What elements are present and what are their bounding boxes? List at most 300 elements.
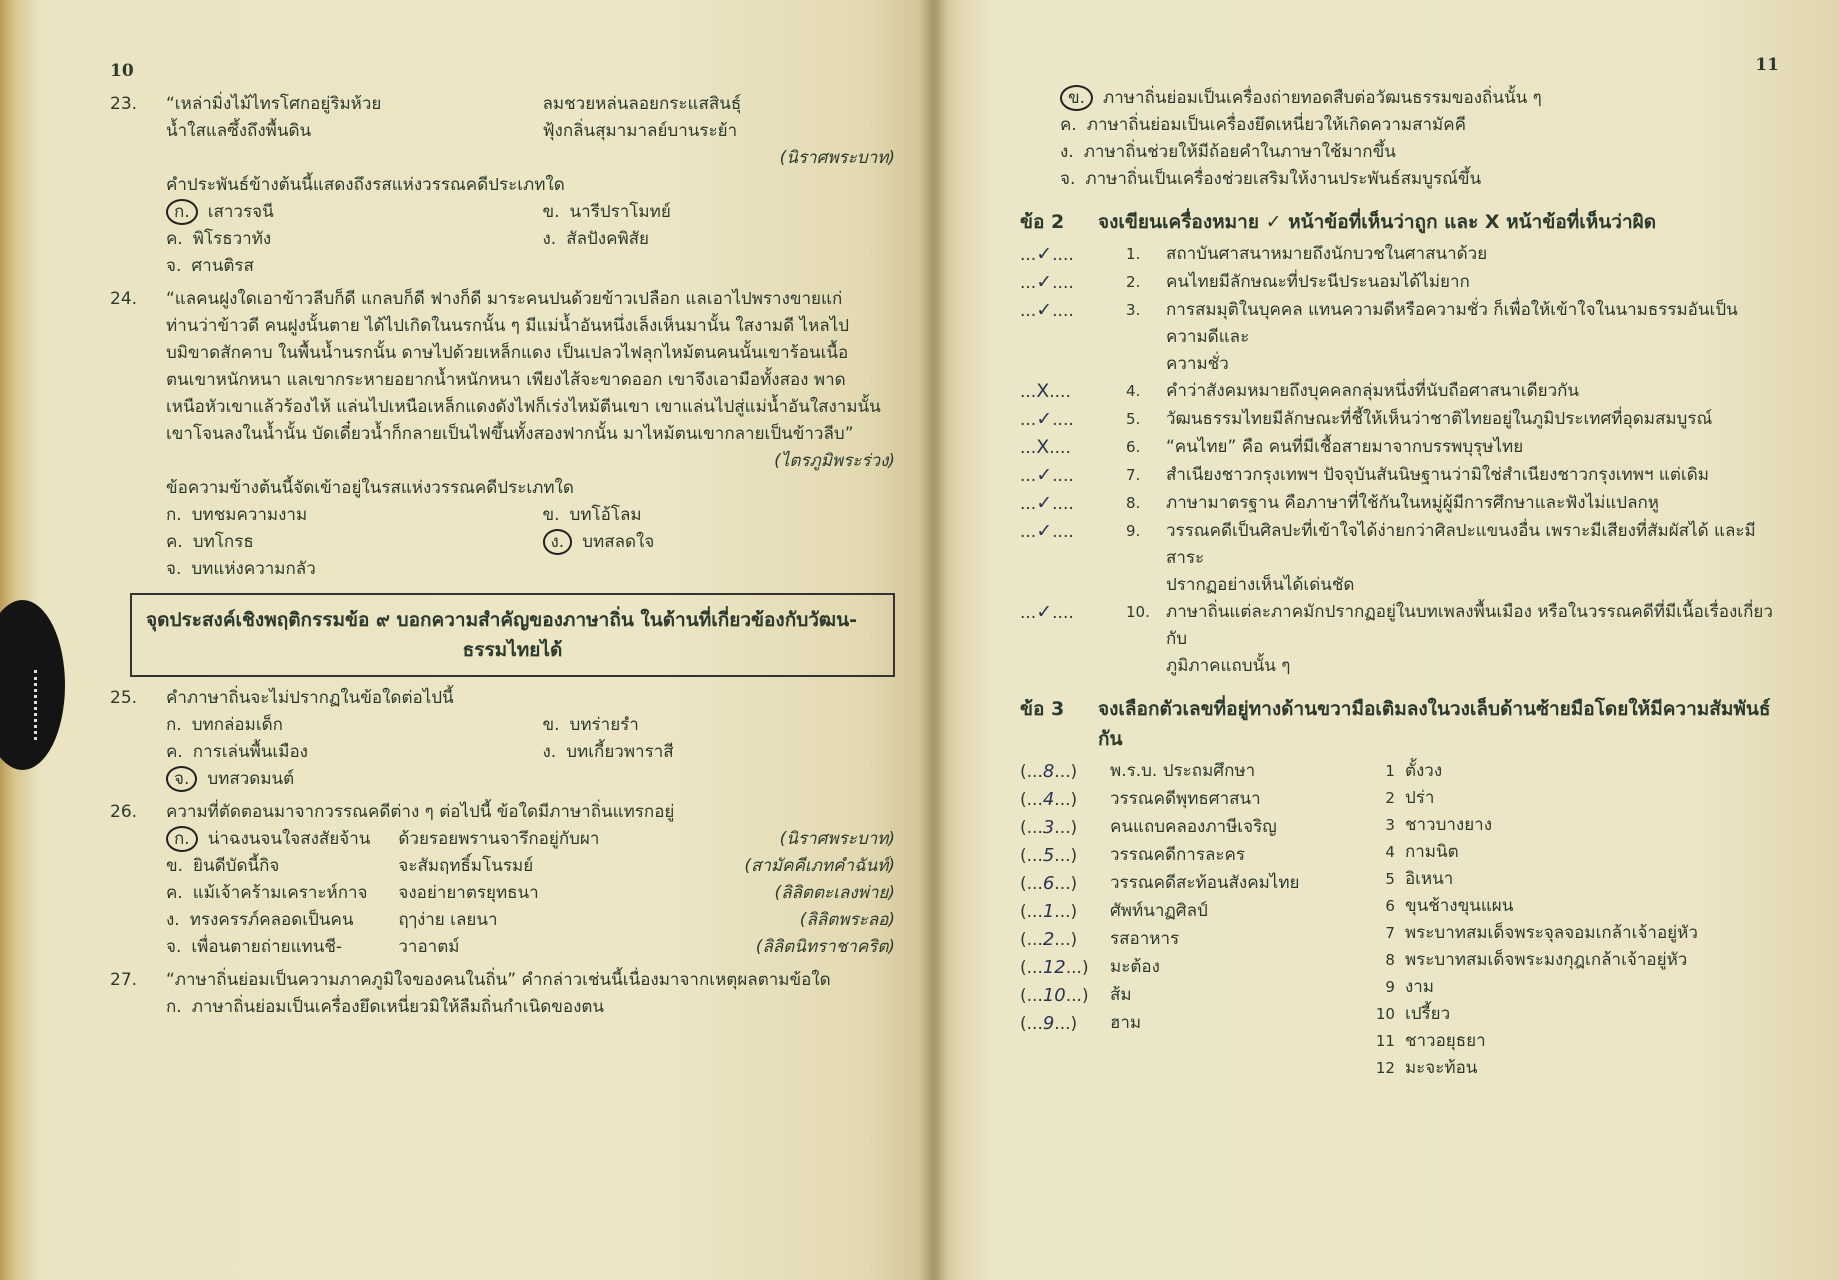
choice-row	[1367, 839, 1779, 866]
option-key: ค.	[1060, 115, 1077, 135]
option-key: ค.	[166, 883, 183, 903]
option	[1060, 85, 1779, 112]
option-text: บทแห่งความกลัว	[191, 559, 316, 579]
option-text: บทกล่อมเด็ก	[191, 715, 283, 735]
handwritten-answer: 12	[1042, 957, 1066, 978]
option-key: จ.	[1060, 169, 1076, 189]
choice-row	[1367, 785, 1779, 812]
option-text: แม้เจ้าคร้ามเคราะห์กาจ	[192, 883, 368, 903]
option-text: บทเกี้ยวพาราสี	[566, 742, 674, 762]
statement-number: 7.	[1126, 466, 1141, 484]
statement-text: สถาบันศาสนาหมายถึงนักบวชในศาสนาด้วย	[1166, 244, 1488, 264]
answer-blank-dots: ...	[1020, 438, 1037, 458]
bracket-close: ...)	[1065, 958, 1089, 978]
option	[543, 502, 896, 529]
option-text: บทโอ้โลม	[569, 505, 642, 525]
option	[1060, 139, 1779, 166]
matching-row	[1020, 982, 1337, 1010]
answer-blank-dots: ...	[1020, 410, 1037, 430]
option	[166, 994, 895, 1021]
statement-number: 9.	[1126, 522, 1141, 540]
choice-row	[1367, 758, 1779, 785]
statement-number: 10.	[1126, 603, 1150, 621]
section-instruction: จงเลือกตัวเลขที่อยู่ทางด้านขวามือเติมลงในวงเล็บด้านซ้ายมือโดยให้มีความสัมพันธ์กัน	[1098, 698, 1771, 750]
answer-mark-x: X	[1036, 380, 1050, 402]
option	[166, 199, 519, 226]
statement-text-block	[1166, 297, 1779, 378]
bracket-close: ...)	[1054, 762, 1078, 782]
answer-mark-check: ✓	[1036, 408, 1053, 430]
answer-mark-check: ✓	[1036, 492, 1053, 514]
matching-row	[1020, 926, 1337, 954]
bracket-open: (...	[1020, 874, 1043, 894]
choice-number: 6	[1385, 897, 1395, 915]
choice-row	[1367, 974, 1779, 1001]
verse	[166, 91, 895, 172]
answer-mark-check: ✓	[1036, 520, 1053, 542]
option-text: บทร่ายรำ	[569, 715, 639, 735]
option-text: บทโกรธ	[192, 532, 254, 552]
matching-term: ศัพท์นาฏศิลป์	[1110, 901, 1208, 921]
option-key: จ.	[166, 937, 182, 957]
statement-number: 8.	[1126, 494, 1141, 512]
answer-blank	[1020, 406, 1120, 434]
verse-line: ลมชวยหล่นลอยกระแสสินธุ์	[542, 94, 742, 114]
statement-text-block	[1166, 518, 1779, 599]
option	[1060, 166, 1779, 193]
passage-line: “แลคนฝูงใดเอาข้าวลีบก็ดี แกลบก็ดี ฟางก็ดี มาระคนปนด้วยข้าวเปลือก แลเอาไปพรางขายแก่	[166, 289, 843, 309]
section-label: ข้อ 3	[1020, 698, 1065, 720]
statement-text-block	[1166, 269, 1779, 297]
answer-blank-dots: ...	[1020, 273, 1037, 293]
passage	[166, 286, 895, 448]
answer-bracket	[1020, 898, 1104, 926]
option-text: ภาษาถิ่นย่อมเป็นเครื่องยึดเหนี่ยวให้เกิดความสามัคคี	[1086, 115, 1466, 135]
choice-text: ตั้งวง	[1404, 761, 1443, 781]
bracket-open: (...	[1020, 1014, 1043, 1034]
option-key: จ.	[166, 256, 182, 276]
choice-text: อิเหนา	[1404, 869, 1454, 889]
handwritten-answer: 6	[1042, 873, 1055, 894]
choice-text: ปร่า	[1404, 788, 1435, 808]
source-citation: (ลิลิตนิทราชาคริต)	[755, 937, 895, 957]
question-text: ข้อความข้างต้นนี้จัดเข้าอยู่ในรสแห่งวรรณคดีประเภทใด	[166, 478, 574, 498]
choice-text: พระบาทสมเด็จพระมงกุฎเกล้าเจ้าอยู่หัว	[1404, 950, 1688, 970]
answer-bracket	[1020, 982, 1104, 1010]
matching-row	[1020, 870, 1337, 898]
choice-row	[1367, 1055, 1779, 1082]
choice-row	[1367, 947, 1779, 974]
answer-blank-dots: ...	[1020, 301, 1037, 321]
option-list	[166, 502, 895, 583]
choice-row	[1367, 893, 1779, 920]
option-text: บทสลดใจ	[582, 532, 655, 552]
option-key: ค.	[166, 229, 183, 249]
bracket-open: (...	[1020, 902, 1043, 922]
answer-blank-dots: ...	[1020, 466, 1037, 486]
bracket-close: ...)	[1054, 790, 1078, 810]
statement-row	[1020, 269, 1779, 297]
matching-row	[1020, 954, 1337, 982]
answer-blank	[1020, 378, 1120, 406]
handwritten-answer: 3	[1042, 817, 1055, 838]
option-text-second-half: จงอย่ายาตรยุทธนา	[398, 883, 539, 903]
statement-row	[1020, 434, 1779, 462]
choice-row	[1367, 1001, 1779, 1028]
passage-line: บมิขาดสักคาบ ในพื้นน้ำนรกนั้น ดาษไปด้วยเหล็กแดง เป็นเปลวไฟลุกไหม้ตนคนนั้นเขาร้อนเนื้อ	[166, 343, 849, 363]
statement-text: ภาษามาตรฐาน คือภาษาที่ใช้กันในหมู่ผู้มีการศึกษาและฟังไม่แปลกหู	[1166, 493, 1659, 513]
statement-row	[1020, 490, 1779, 518]
option-text: ทรงครรภ์คลอดเป็นคน	[189, 910, 354, 930]
matching-row	[1020, 898, 1337, 926]
passage-line: เหนือหัวเขาแล้วร้องไห้ แล่นไปเหนือเหล็กแดงดังไฟก็เร่งไหม้ตีนเขา เขาแล่นไปสู่แม่น้ำอันใสงามนั้น	[166, 397, 881, 417]
objective-line: ธรรมไทยได้	[462, 639, 563, 661]
choice-number: 8	[1385, 951, 1395, 969]
verse-line: ฟุ้งกลิ่นสุมามาลย์บานระย้า	[542, 121, 738, 141]
statement-text: การสมมุติในบุคคล แทนความดีหรือความชั่ว ก็เพื่อให้เข้าใจในนามธรรมอันเป็นความดีและ	[1166, 300, 1738, 347]
matching-term: วรรณคดีพุทธศาสนา	[1110, 789, 1261, 809]
bracket-close: ...)	[1054, 874, 1078, 894]
option	[543, 199, 896, 226]
statement-text: สำเนียงชาวกรุงเทพฯ ปัจจุบันสันนิษฐานว่ามิใช่สำเนียงชาวกรุงเทพฯ แต่เดิม	[1166, 465, 1709, 485]
option-key: ง.	[542, 229, 557, 249]
verse-line: น้ำใสแลซึ้งถึงพื้นดิน	[166, 121, 312, 141]
choice-text: ขุนช้างขุนแผน	[1404, 896, 1514, 916]
choice-text: พระบาทสมเด็จพระจุลจอมเกล้าเจ้าอยู่หัว	[1404, 923, 1698, 943]
question-text: ความที่ตัดตอนมาจากวรรณคดีต่าง ๆ ต่อไปนี้ ข้อใดมีภาษาถิ่นแทรกอยู่	[166, 802, 675, 822]
answer-mark-check: ✓	[1036, 464, 1053, 486]
bracket-close: ...)	[1054, 846, 1078, 866]
answer-blank	[1020, 462, 1120, 490]
bracket-close: ...)	[1054, 930, 1078, 950]
option-text-second-half: ด้วยรอยพรานจารึกอยู่กับผา	[398, 829, 600, 849]
choice-number: 7	[1385, 924, 1395, 942]
section-3-heading	[1020, 694, 1779, 754]
option-text-second-half: จะสัมฤทธิ์มโนรมย์	[398, 856, 534, 876]
matching-term: รสอาหาร	[1110, 929, 1180, 949]
option-text: ภาษาถิ่นช่วยให้มีถ้อยคำในภาษาใช้มากขึ้น	[1083, 142, 1396, 162]
answer-blank	[1020, 490, 1120, 518]
option	[166, 907, 370, 934]
option-list	[166, 712, 895, 793]
answer-blank	[1020, 599, 1120, 680]
option	[166, 853, 370, 880]
option-list	[1060, 85, 1779, 193]
left-page-content	[110, 58, 895, 1021]
option	[166, 934, 370, 961]
answer-bracket	[1020, 926, 1104, 954]
option	[166, 712, 519, 739]
choice-row	[1367, 920, 1779, 947]
matching-row	[1020, 1010, 1337, 1038]
option-text: สัลปังคพิสัย	[566, 229, 650, 249]
section-2-heading	[1020, 207, 1779, 237]
passage-line: เขาโจนลงในน้ำนั้น บัดเดี๋ยวน้ำก็กลายเป็นไฟขึ้นทั้งสองฟากนั้น มาไหม้ตนเขากลายเป็นข้าวลีบ”	[166, 424, 854, 444]
answer-blank-dots: ....	[1052, 522, 1074, 542]
answer-bracket	[1020, 786, 1104, 814]
matching-left-list	[1020, 758, 1337, 1082]
option-list	[166, 826, 895, 961]
passage-line: ท่านว่าข้าวดี คนฝูงนั้นตาย ได้ไปเกิดในนรกนั้น ๆ มีแม่น้ำอันหนึ่งเล็งเห็นมานั้น ใสงามดี ไหลไป	[166, 316, 850, 336]
answer-blank-dots: ...	[1020, 522, 1037, 542]
choice-row	[1367, 812, 1779, 839]
matching-section	[1020, 758, 1779, 1082]
option-text: พิโรธวาทัง	[192, 229, 272, 249]
option-text: ศานติรส	[191, 256, 254, 276]
answer-bracket	[1020, 870, 1104, 898]
matching-row	[1020, 758, 1337, 786]
answer-blank-dots: ...	[1020, 494, 1037, 514]
choice-number: 10	[1375, 1005, 1395, 1023]
answer-blank	[1020, 434, 1120, 462]
choice-row	[1367, 1028, 1779, 1055]
option-key: ก.	[166, 505, 182, 525]
answer-bracket	[1020, 814, 1104, 842]
question-number: 23.	[110, 94, 138, 114]
option-key: ข.	[542, 505, 560, 525]
option-key: ง.	[1060, 142, 1074, 162]
option-key: ค.	[166, 742, 183, 762]
option-key: ง.	[166, 910, 180, 930]
source-citation: (ลิลิตพระลอ)	[799, 910, 895, 930]
statement-row	[1020, 297, 1779, 378]
answer-blank-dots: ....	[1052, 603, 1074, 623]
handwritten-answer: 9	[1042, 1013, 1055, 1034]
statement-number: 4.	[1126, 382, 1141, 400]
answer-blank-dots: ...	[1020, 245, 1037, 265]
option-key: ข.	[542, 715, 560, 735]
option	[166, 739, 519, 766]
question-27	[110, 967, 895, 994]
option	[166, 226, 519, 253]
handwritten-answer: 4	[1042, 789, 1055, 810]
option-text: เพื่อนตายถ่ายแทนชี-	[191, 937, 343, 957]
option	[166, 766, 519, 793]
statement-row	[1020, 406, 1779, 434]
statement-text: “คนไทย” คือ คนที่มีเชื้อสายมาจากบรรพบุรุษไทย	[1166, 437, 1524, 457]
page-number: 11	[1755, 55, 1779, 75]
source-citation: (ลิลิตตะเลงพ่าย)	[774, 883, 895, 903]
statement-text-block	[1166, 434, 1779, 462]
option	[166, 826, 370, 853]
option-text: นารีปราโมทย์	[569, 202, 671, 222]
question-number: 24.	[110, 289, 138, 309]
question-23	[110, 91, 895, 172]
answer-blank	[1020, 269, 1120, 297]
passage-line: ตนเขาหนักหนา แลเขากระหายอยากน้ำหนักหนา เพียงไส้จะขาดออก เขาจึงเอามือทั้งสอง พาด	[166, 370, 846, 390]
choice-text: ชาวอยุธยา	[1404, 1031, 1486, 1051]
matching-row	[1020, 786, 1337, 814]
section-instruction: จงเขียนเครื่องหมาย ✓ หน้าข้อที่เห็นว่าถูก และ X หน้าข้อที่เห็นว่าผิด	[1098, 211, 1657, 233]
option-text: ภาษาถิ่นเป็นเครื่องช่วยเสริมให้งานประพันธ์สมบูรณ์ขึ้น	[1085, 169, 1482, 189]
matching-right-list	[1367, 758, 1779, 1082]
objective-box	[130, 593, 895, 677]
answer-blank-dots: ....	[1052, 245, 1074, 265]
statement-text: ภาษาถิ่นแต่ละภาคมักปรากฏอยู่ในบทเพลงพื้นเมือง หรือในวรรณคดีที่มีเนื้อเรื่องเกี่ยวกับ	[1166, 602, 1773, 649]
statement-number: 5.	[1126, 410, 1141, 428]
bracket-open: (...	[1020, 846, 1043, 866]
answer-circle: ข.	[1060, 85, 1093, 111]
statement-text: ปรากฏอย่างเห็นได้เด่นชัด	[1166, 575, 1355, 595]
matching-term: พ.ร.บ. ประถมศึกษา	[1110, 761, 1256, 781]
answer-blank-dots: ....	[1049, 382, 1071, 402]
answer-blank	[1020, 297, 1120, 378]
option-text: บทชมความงาม	[191, 505, 308, 525]
answer-blank-dots: ....	[1052, 273, 1074, 293]
option	[1060, 112, 1779, 139]
question-24	[110, 286, 895, 448]
option-text: การเล่นพื้นเมือง	[192, 742, 308, 762]
option	[543, 226, 896, 253]
statement-number: 6.	[1126, 438, 1141, 456]
question-text: คำประพันธ์ข้างต้นนี้แสดงถึงรสแห่งวรรณคดีประเภทใด	[166, 175, 565, 195]
answer-blank-dots: ....	[1052, 301, 1074, 321]
verse-row	[166, 91, 895, 145]
statement-row	[1020, 462, 1779, 490]
answer-mark-x: X	[1036, 436, 1050, 458]
question-number: 25.	[110, 688, 138, 708]
question-number: 27.	[110, 970, 138, 990]
statement-text-block	[1166, 241, 1779, 269]
statement-row	[1020, 378, 1779, 406]
answer-blank-dots: ....	[1049, 438, 1071, 458]
statement-text: คนไทยมีลักษณะที่ประนีประนอมได้ไม่ยาก	[1166, 272, 1470, 292]
option	[166, 529, 519, 556]
statement-number: 3.	[1126, 301, 1141, 319]
choice-text: มะจะท้อน	[1404, 1058, 1478, 1078]
answer-blank-dots: ....	[1052, 494, 1074, 514]
choice-number: 1	[1385, 762, 1395, 780]
answer-circle: จ.	[166, 766, 197, 792]
handwritten-answer: 8	[1042, 761, 1055, 782]
option	[543, 712, 896, 739]
matching-term: มะต้อง	[1110, 957, 1160, 977]
option-text: ภาษาถิ่นย่อมเป็นเครื่องถ่ายทอดสืบต่อวัฒนธรรมของถิ่นนั้น ๆ	[1103, 88, 1542, 108]
statement-text-block	[1166, 490, 1779, 518]
statement-text: ความชั่ว	[1166, 354, 1229, 374]
option-text-second-half: วาอาตม์	[398, 937, 460, 957]
answer-bracket	[1020, 1010, 1104, 1038]
objective-line: จุดประสงค์เชิงพฤติกรรมข้อ ๙ บอกความสำคัญของภาษาถิ่น ในด้านที่เกี่ยวข้องกับวัฒน-	[146, 609, 857, 631]
statement-row	[1020, 241, 1779, 269]
statement-number: 2.	[1126, 273, 1141, 291]
choice-text: กามนิต	[1404, 842, 1459, 862]
question-25	[110, 685, 895, 712]
option	[166, 880, 370, 907]
right-page-content	[1020, 52, 1779, 1082]
source-citation: (สามัคคีเภทคำฉันท์)	[744, 856, 895, 876]
matching-term: วรรณคดีสะท้อนสังคมไทย	[1110, 873, 1300, 893]
statement-text: วรรณคดีเป็นศิลปะที่เข้าใจได้ง่ายกว่าศิลปะแขนงอื่น เพราะมีเสียงที่สัมผัสได้ และมีสาระ	[1166, 521, 1756, 568]
bracket-open: (...	[1020, 790, 1043, 810]
matching-term: ฮาม	[1110, 1013, 1142, 1033]
answer-bracket	[1020, 954, 1104, 982]
statement-row	[1020, 599, 1779, 680]
source-citation: (นิราศพระบาท)	[779, 829, 895, 849]
answer-blank-dots: ....	[1052, 466, 1074, 486]
statement-row	[1020, 518, 1779, 599]
option	[543, 739, 896, 766]
answer-mark-check: ✓	[1036, 299, 1053, 321]
option-text-second-half: ฤๅง่าย เลยนา	[398, 910, 498, 930]
option-text: น่าฉงนจนใจสงสัยจ้าน	[207, 829, 371, 849]
option-key: ค.	[166, 532, 183, 552]
answer-blank-dots: ....	[1052, 410, 1074, 430]
question-number: 26.	[110, 802, 138, 822]
answer-blank-dots: ...	[1020, 603, 1037, 623]
page-number: 10	[110, 61, 134, 81]
matching-row	[1020, 814, 1337, 842]
answer-mark-check: ✓	[1036, 271, 1053, 293]
answer-blank	[1020, 518, 1120, 599]
choice-number: 11	[1375, 1032, 1395, 1050]
bracket-open: (...	[1020, 818, 1043, 838]
right-page	[935, 0, 1839, 1280]
option-key: ข.	[166, 856, 184, 876]
answer-circle: ก.	[166, 199, 198, 225]
bracket-close: ...)	[1054, 902, 1078, 922]
source-citation: (นิราศพระบาท)	[779, 148, 895, 168]
option-text: เสาวรจนี	[207, 202, 274, 222]
statement-text: คำว่าสังคมหมายถึงบุคคลกลุ่มหนึ่งที่นับถือศาสนาเดียวกัน	[1166, 381, 1580, 401]
choice-number: 5	[1385, 870, 1395, 888]
answer-circle: ก.	[166, 826, 198, 852]
answer-blank-dots: ...	[1020, 382, 1037, 402]
statement-number: 1.	[1126, 245, 1141, 263]
statement-text-block	[1166, 406, 1779, 434]
bracket-open: (...	[1020, 762, 1043, 782]
matching-row	[1020, 842, 1337, 870]
bracket-open: (...	[1020, 986, 1043, 1006]
option-list	[166, 199, 895, 280]
choice-number: 4	[1385, 843, 1395, 861]
option-text: บทสวดมนต์	[207, 769, 295, 789]
option-key: จ.	[166, 559, 182, 579]
option-key: ก.	[166, 715, 182, 735]
answer-circle: ง.	[543, 529, 573, 555]
handwritten-answer: 1	[1042, 901, 1055, 922]
choice-number: 12	[1375, 1059, 1395, 1077]
choice-number: 2	[1385, 789, 1395, 807]
statement-text-block	[1166, 462, 1779, 490]
statement-text-block	[1166, 378, 1779, 406]
matching-term: ส้ม	[1110, 985, 1132, 1005]
choice-row	[1367, 866, 1779, 893]
choice-text: งาม	[1404, 977, 1435, 997]
statement-text: วัฒนธรรมไทยมีลักษณะที่ชี้ให้เห็นว่าชาติไทยอยู่ในภูมิประเทศที่อุดมสมบูรณ์	[1166, 409, 1713, 429]
true-false-list	[1020, 241, 1779, 680]
question-text: คำภาษาถิ่นจะไม่ปรากฏในข้อใดต่อไปนี้	[166, 688, 454, 708]
choice-text: ชาวบางยาง	[1404, 815, 1493, 835]
bracket-close: ...)	[1054, 1014, 1078, 1034]
verse-line: “เหล่ามิ่งไม้ไทรโศกอยู่ริมห้วย	[166, 94, 382, 114]
answer-mark-check: ✓	[1036, 243, 1053, 265]
option	[543, 529, 896, 556]
matching-term: วรรณคดีการละคร	[1110, 845, 1246, 865]
choice-number: 9	[1385, 978, 1395, 996]
option	[166, 253, 519, 280]
section-label: ข้อ 2	[1020, 211, 1065, 233]
choice-number: 3	[1385, 816, 1395, 834]
question-26	[110, 799, 895, 826]
answer-bracket	[1020, 758, 1104, 786]
option-key: ข.	[542, 202, 560, 222]
question-text: “ภาษาถิ่นย่อมเป็นความภาคภูมิใจของคนในถิ่น” คำกล่าวเช่นนี้เนื่องมาจากเหตุผลตามข้อใด	[166, 970, 831, 990]
bracket-open: (...	[1020, 930, 1043, 950]
matching-term: คนแถบคลองภาษีเจริญ	[1110, 817, 1277, 837]
option	[166, 502, 519, 529]
source-citation: (ไตรภูมิพระร่วง)	[774, 451, 895, 471]
